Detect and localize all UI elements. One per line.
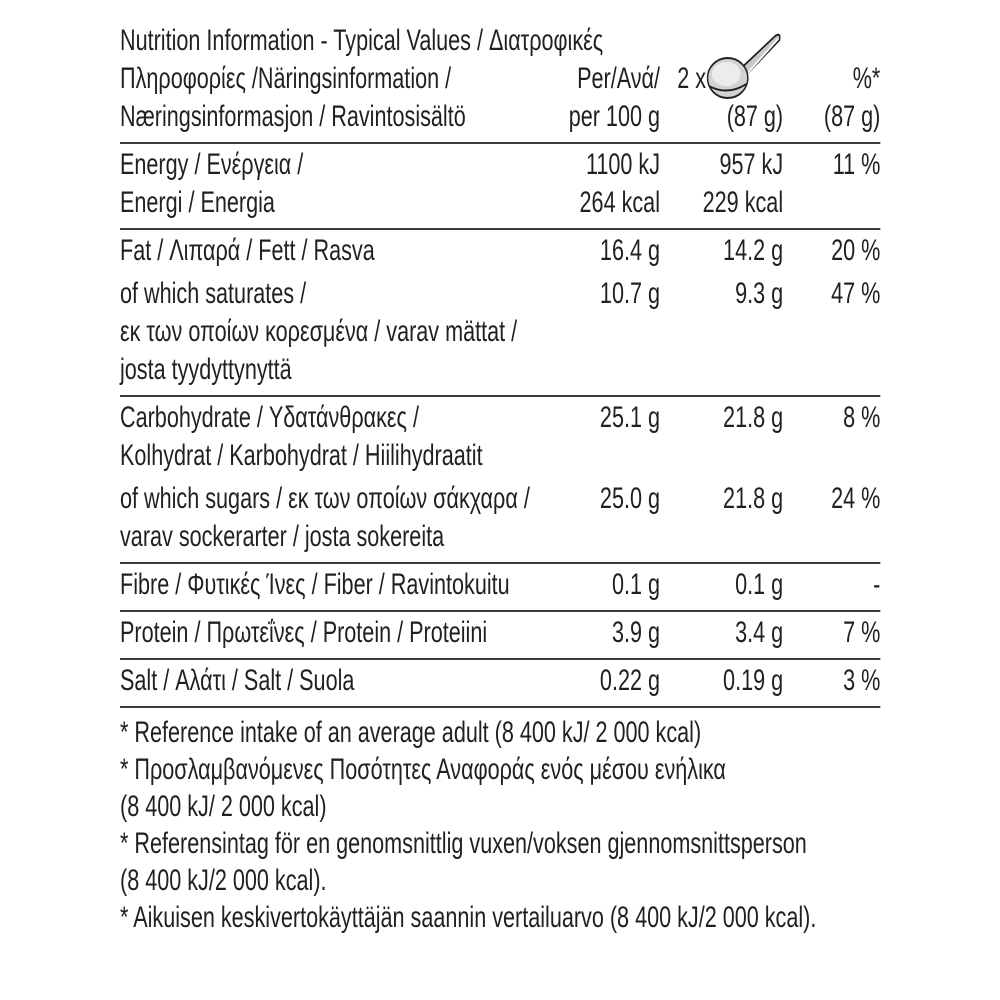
per100-value [552, 437, 660, 475]
percent-value: 24 % [831, 482, 881, 515]
percent-amount: (87 g) [823, 100, 881, 133]
per100-value: 25.0 g [599, 482, 660, 515]
portion-value: 957 kJ [719, 148, 784, 181]
table-row [120, 399, 880, 437]
table-row [120, 437, 880, 475]
portion-value: 0.1 g [735, 568, 784, 601]
portion-value: 9.3 g [735, 277, 784, 310]
table-row [120, 662, 880, 700]
portion-value [660, 313, 783, 351]
nutrient-label: Fat / Λιπαρά / Fett / Rasva [120, 234, 375, 267]
portion-value: 0.19 g [723, 664, 784, 697]
percent-value: 11 % [832, 148, 881, 181]
nutrient-label: of which sugars / εκ των οποίων σάκχαρα / [120, 482, 530, 515]
percent-value [783, 518, 880, 556]
per100-value: 25.1 g [599, 401, 660, 434]
nutrient-section [120, 660, 880, 708]
footnote: * Referensintag för en genomsnittlig vuxen/voksen gjennomsnittsperson [120, 827, 807, 860]
nutrient-label: of which saturates / [120, 277, 307, 310]
table-row [120, 351, 880, 389]
nutrient-section [120, 144, 880, 230]
header-title: Næringsinformasjon / Ravintosisältö [120, 100, 466, 133]
nutrient-label: Salt / Αλάτι / Salt / Suola [120, 664, 355, 697]
portion-value: 3.4 g [735, 616, 784, 649]
per100-value: 16.4 g [599, 234, 660, 267]
percent-value: - [873, 568, 881, 601]
per100-value: 10.7 g [599, 277, 660, 310]
portion-amount: (87 g) [726, 100, 784, 133]
table-row [120, 146, 880, 184]
nutrient-label: josta tyydyttynyttä [120, 353, 292, 386]
portion-value [660, 437, 783, 475]
scoop-icon [697, 30, 783, 100]
percent-value: 8 % [843, 401, 881, 434]
percent-header: %* [852, 62, 881, 95]
footnote: * Reference intake of an average adult (8 400 kJ/ 2 000 kcal) [120, 716, 702, 749]
footnote: (8 400 kJ/2 000 kcal). [120, 864, 327, 897]
footnote: * Aikuisen keskivertokäyttäjän saannin vertailuarvo (8 400 kJ/2 000 kcal). [120, 901, 817, 934]
nutrient-label: Energi / Energia [120, 186, 275, 219]
nutrient-label: Fibre / Φυτικές Ίνες / Fiber / Ravintokuitu [120, 568, 510, 601]
portion-header [660, 60, 783, 98]
per100-value [552, 351, 660, 389]
portion-value [660, 351, 783, 389]
per100-value: 1100 kJ [585, 148, 660, 181]
per100-value: 0.1 g [611, 568, 660, 601]
portion-value: 229 kcal [702, 186, 784, 219]
table-row [120, 480, 880, 518]
table-row [120, 232, 880, 270]
nutrient-label: εκ των οποίων κορεσμένα / varav mättat / [120, 315, 518, 348]
footnotes [120, 708, 880, 942]
table-header [120, 22, 880, 144]
percent-value: 20 % [831, 234, 881, 267]
portion-value [660, 518, 783, 556]
percent-value [783, 184, 880, 222]
nutrient-section [120, 397, 880, 564]
nutrient-section [120, 564, 880, 612]
header-title: Nutrition Information - Typical Values / Διατροφικές [120, 24, 604, 57]
table-row [120, 518, 880, 556]
portion-value: 21.8 g [723, 401, 784, 434]
portion-prefix: 2 x [677, 62, 707, 95]
percent-value [783, 351, 880, 389]
footnote: * Προσλαμβανόμενες Ποσότητες Αναφοράς ενός μέσου ενήλικα [120, 753, 726, 786]
nutrient-section [120, 612, 880, 660]
per100-value: 3.9 g [611, 616, 660, 649]
per100-value [552, 313, 660, 351]
per100-value [552, 518, 660, 556]
table-row [120, 614, 880, 652]
header-title: Πληροφορίες /Näringsinformation / [120, 62, 452, 95]
per100-value: 0.22 g [599, 664, 660, 697]
nutrient-label: Protein / Πρωτεΐνες / Protein / Proteiini [120, 616, 488, 649]
nutrient-label: Kolhydrat / Karbohydrat / Hiilihydraatit [120, 439, 483, 472]
percent-value [783, 437, 880, 475]
portion-value: 21.8 g [723, 482, 784, 515]
nutrition-table [120, 22, 880, 942]
table-row [120, 313, 880, 351]
table-row [120, 566, 880, 604]
percent-value: 7 % [843, 616, 881, 649]
nutrient-label: varav sockerarter / josta sokereita [120, 520, 445, 553]
per100-header: per 100 g [568, 100, 660, 133]
percent-value: 3 % [843, 664, 881, 697]
per100-value: 264 kcal [579, 186, 660, 219]
per100-header: Per/Ανά/ [577, 62, 660, 95]
table-row [120, 275, 880, 313]
nutrient-label: Carbohydrate / Υδατάνθρακες / [120, 401, 419, 434]
table-row [120, 184, 880, 222]
percent-value [783, 313, 880, 351]
nutrient-section [120, 230, 880, 397]
percent-value: 47 % [831, 277, 881, 310]
nutrient-label: Energy / Ενέργεια / [120, 148, 304, 181]
portion-value: 14.2 g [723, 234, 784, 267]
footnote: (8 400 kJ/ 2 000 kcal) [120, 790, 327, 823]
